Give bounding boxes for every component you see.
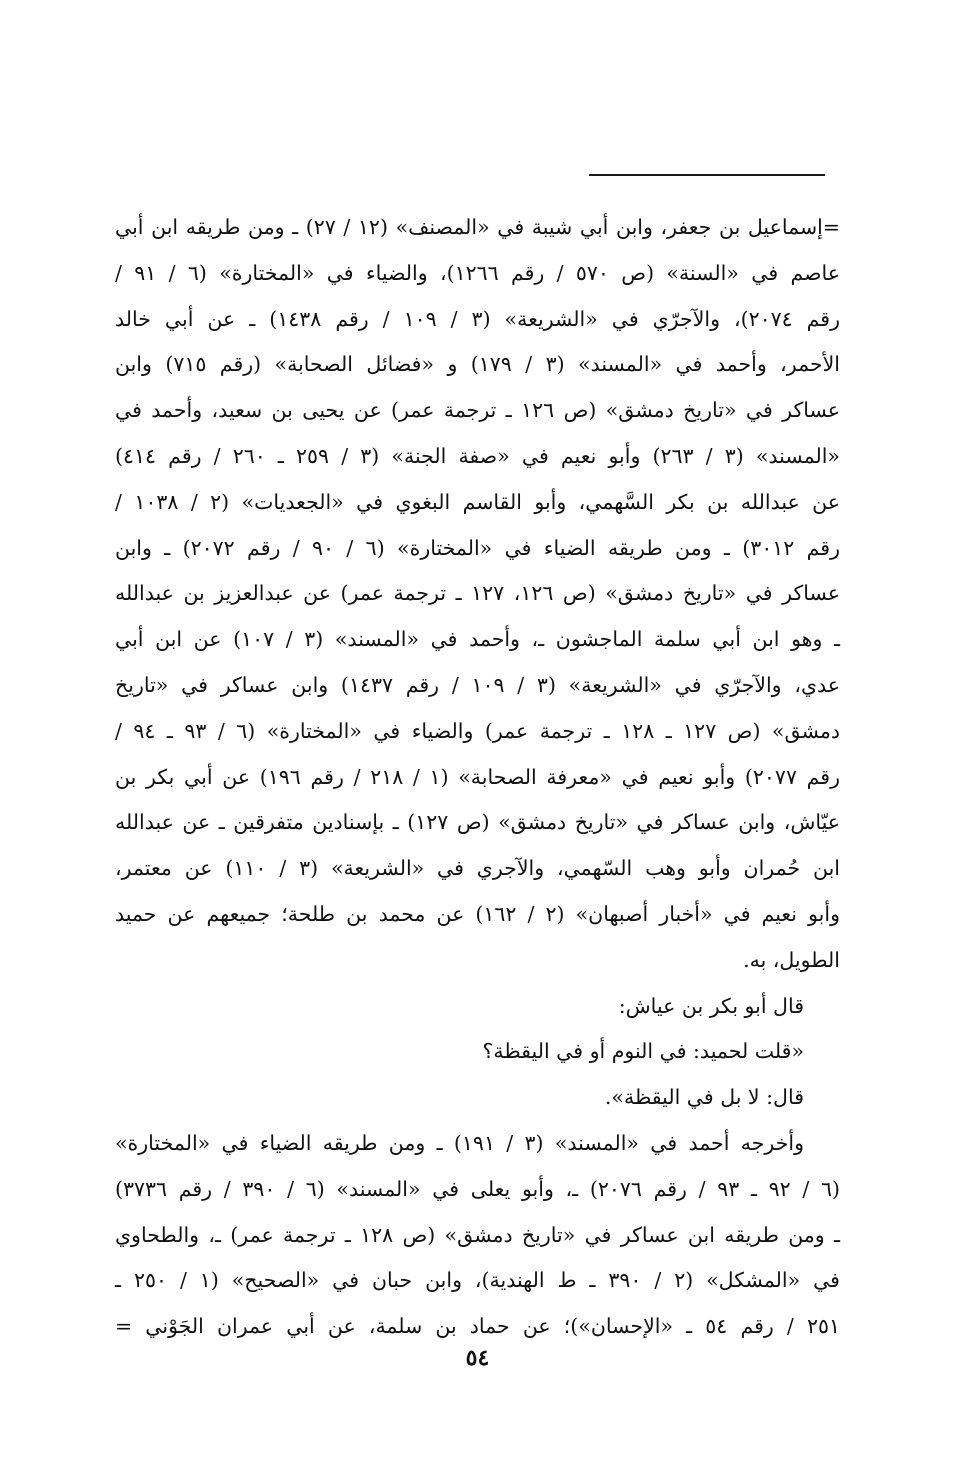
text-line: رقم ٣٠١٢) ـ ومن طريقه الضياء في «المختارة» (٦ / ٩٠ / رقم ٢٠٧٢) ـ وابن [115,535,840,560]
text-line: ٢٥١ / رقم ٥٤ ـ «الإحسان»)؛ عن حماد بن سلمة، عن أبي عمران الجَوْني = [115,1314,840,1339]
text-line: وأبو نعيم في «أخبار أصبهان» (٢ / ١٦٢) عن محمد بن طلحة؛ جميعهم عن حميد [115,901,840,926]
text-line: عدي، والآجرّي في «الشريعة» (٣ / ١٠٩ / رقم ١٤٣٧) وابن عساكر في «تاريخ [115,672,840,697]
text-line: الطويل، به. [743,947,840,972]
text-line: عيّاش، وابن عساكر في «تاريخ دمشق» (ص ١٢٧) ـ بإسنادين متفرقين ـ عن عبدالله [115,810,841,835]
quote-line: «قلت لحميد: في النوم أو في اليقظة؟ [482,1039,804,1064]
footnote-separator-rule [589,174,825,176]
text-line: الأحمر، وأحمد في «المسند» (٣ / ١٧٩) و «فضائل الصحابة» (رقم ٧١٥) وابن [115,352,840,377]
text-line: عساكر في «تاريخ دمشق» (ص ١٢٦ ـ ترجمة عمر) عن يحيى بن سعيد، وأحمد في [115,398,840,423]
text-line: ابن حُمران وأبو وهب السّهمي، والآجري في «الشريعة» (٣ / ١١٠) عن معتمر، [115,856,840,881]
text-line: عاصم في «السنة» (ص ٥٧٠ / رقم ١٢٦٦)، والضياء في «المختارة» (٦ / ٩١ / [115,260,840,285]
text-line: رقم ٢٠٧٧) وأبو نعيم في «معرفة الصحابة» (١ / ٢١٨ / رقم ١٩٦) عن أبي بكر بن [115,764,840,789]
text-line: في «المشكل» (٢ / ٣٩٠ ـ ط الهندية)، وابن حبان في «الصحيح» (١ / ٢٥٠ ـ [115,1268,840,1293]
text-line: ـ ومن طريقه ابن عساكر في «تاريخ دمشق» (ص ١٢٨ ـ ترجمة عمر) ـ، والطحاوي [115,1222,840,1247]
text-line: وأخرجه أحمد في «المسند» (٣ / ١٩١) ـ ومن طريقه الضياء في «المختارة» [115,1130,804,1155]
text-line: «المسند» (٣ / ٢٦٣) وأبو نعيم في «صفة الجنة» (٣ / ٢٥٩ ـ ٢٦٠ / رقم ٤١٤) [115,443,840,468]
page-number: ٥٤ [465,1345,490,1371]
text-line: رقم ٢٠٧٤)، والآجرّي في «الشريعة» (٣ / ١٠٩ / رقم ١٤٣٨) ـ عن أبي خالد [115,306,841,331]
text-line: عساكر في «تاريخ دمشق» (ص ١٢٦، ١٢٧ ـ ترجمة عمر) عن عبدالعزيز بن عبدالله [115,581,840,606]
text-line: عن عبدالله بن بكر السَّهمي، وأبو القاسم البغوي في «الجعديات» (٢ / ١٠٣٨ / [115,489,840,514]
text-line: (٦ / ٩٢ ـ ٩٣ / رقم ٢٠٧٦) ـ، وأبو يعلى في «المسند» (٦ / ٣٩٠ / رقم ٣٧٣٦) [115,1176,840,1201]
footnote-text-block [115,205,840,1350]
quote-line: قال: لا بل في اليقظة». [604,1085,804,1110]
quote-line: قال أبو بكر بن عياش: [618,993,804,1018]
text-line: ـ وهو ابن أبي سلمة الماجشون ـ، وأحمد في «المسند» (٣ / ١٠٧) عن ابن أبي [115,627,840,652]
text-line: دمشق» (ص ١٢٧ ـ ١٢٨ ـ ترجمة عمر) والضياء في «المختارة» (٦ / ٩٣ ـ ٩٤ / [115,718,840,743]
text-line: =إسماعيل بن جعفر، وابن أبي شيبة في «المصنف» (١٢ / ٢٧) ـ ومن طريقه ابن أبي [115,215,840,239]
